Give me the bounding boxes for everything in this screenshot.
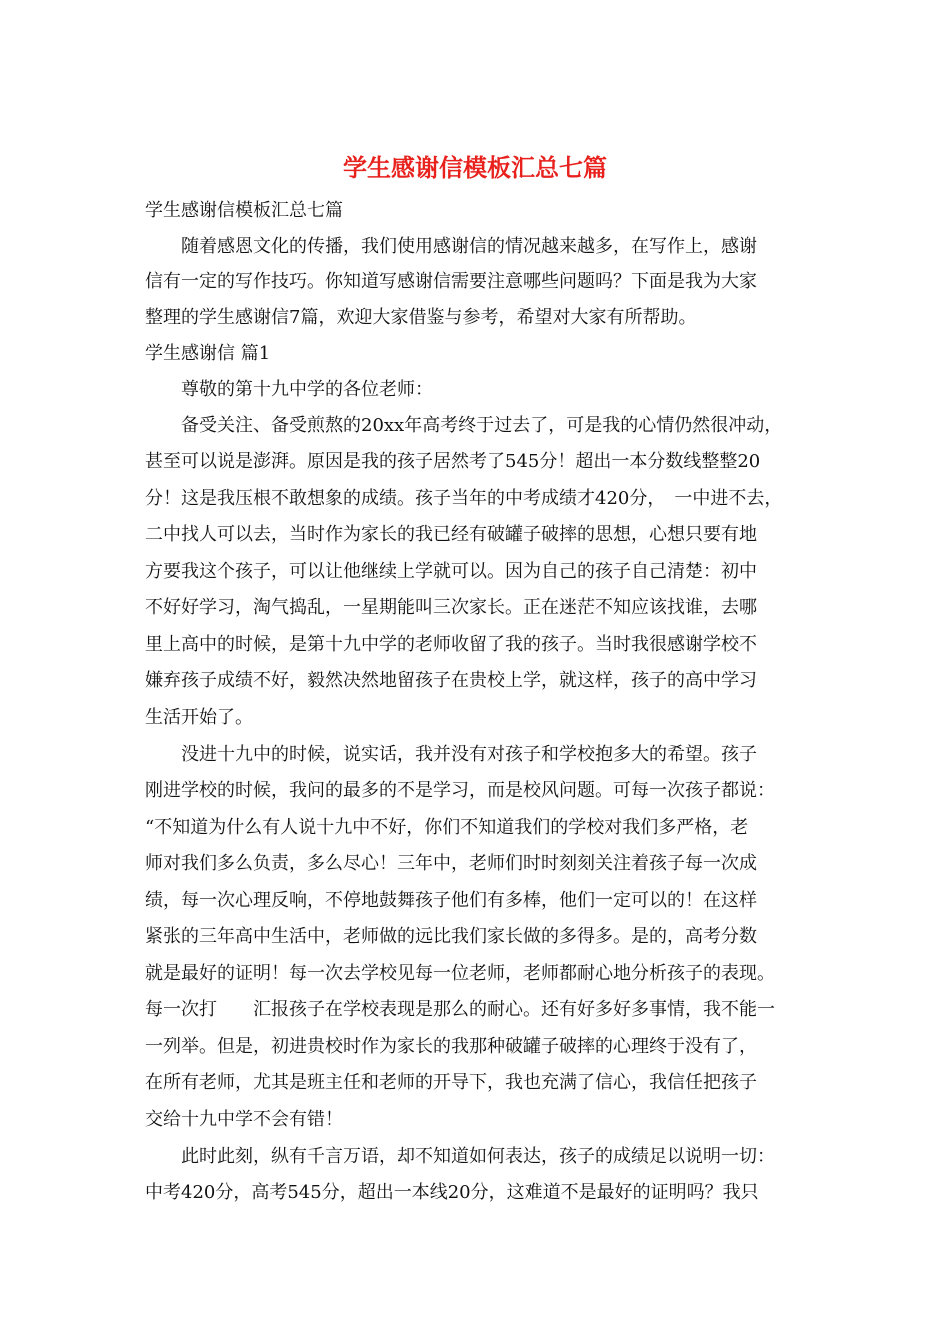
text-line: 在所有老师，尤其是班主任和老师的开导下，我也充满了信心，我信任把孩子 [145,1072,757,1093]
text-line: 刚进学校的时候，我问的最多的不是学习，而是校风问题。可每一次孩子都说： [145,780,775,801]
text-line: 绩，每一次心理反响，不停地鼓舞孩子他们有多棒，他们一定可以的！在这样 [145,890,757,911]
text-line: 一列举。但是，初进贵校时作为家长的我那种破罐子破摔的心理终于没有了， [145,1036,757,1057]
text-line: 就是最好的证明！每一次去学校见每一位老师，老师都耐心地分析孩子的表现。 [145,963,775,984]
text-line: 嫌弃孩子成绩不好，毅然决然地留孩子在贵校上学，就这样，孩子的高中学习 [145,670,757,691]
text-line: 没进十九中的时候，说实话，我并没有对孩子和学校抱多大的希望。孩子 [145,744,757,765]
text-line: 方要我这个孩子，可以让他继续上学就可以。因为自己的孩子自己清楚：初中 [145,561,757,582]
text-line: 此时此刻，纵有千言万语，却不知道如何表达，孩子的成绩足以说明一切： [145,1146,775,1167]
text-line: 中考420分，高考545分，超出一本线20分，这难道不是最好的证明吗？我只 [145,1182,759,1203]
text-line: 师对我们多么负责，多么尽心！三年中，老师们时时刻刻关注着孩子每一次成 [145,853,757,874]
text-line: 生活开始了。 [145,707,253,728]
text-line: 随着感恩文化的传播，我们使用感谢信的情况越来越多，在写作上，感谢 [145,236,757,257]
text-line: 不好好学习，淘气捣乱，一星期能叫三次家长。正在迷茫不知应该找谁，去哪 [145,597,757,618]
text-line: 备受关注、备受煎熬的20xx年高考终于过去了，可是我的心情仍然很冲动， [145,415,783,436]
text-line: 学生感谢信模板汇总七篇 [145,200,343,221]
text-line: 甚至可以说是澎湃。原因是我的孩子居然考了545分！超出一本分数线整整20 [145,451,761,472]
text-line: 分！这是我压根不敢想象的成绩。孩子当年的中考成绩才420分， 一中进不去， [145,488,783,509]
text-line: 里上高中的时候，是第十九中学的老师收留了我的孩子。当时我很感谢学校不 [145,634,757,655]
text-line: 整理的学生感谢信7篇，欢迎大家借鉴与参考，希望对大家有所帮助。 [145,307,697,328]
text-line: 尊敬的第十九中学的各位老师： [145,379,433,400]
text-line: 二中找人可以去，当时作为家长的我已经有破罐子破摔的思想，心想只要有地 [145,524,757,545]
text-line: “不知道为什么有人说十九中不好，你们不知道我们的学校对我们多严格，老 [145,817,749,838]
text-line: 信有一定的写作技巧。你知道写感谢信需要注意哪些问题吗？下面是我为大家 [145,271,757,292]
text-line: 紧张的三年高中生活中，老师做的远比我们家长做的多得多。是的，高考分数 [145,926,757,947]
section-heading: 学生感谢信 篇1 [145,343,271,364]
document-title: 学生感谢信模板汇总七篇 [343,153,607,182]
text-line: 每一次打 汇报孩子在学校表现是那么的耐心。还有好多好多事情，我不能一 [145,999,775,1020]
text-line: 交给十九中学不会有错！ [145,1109,343,1130]
